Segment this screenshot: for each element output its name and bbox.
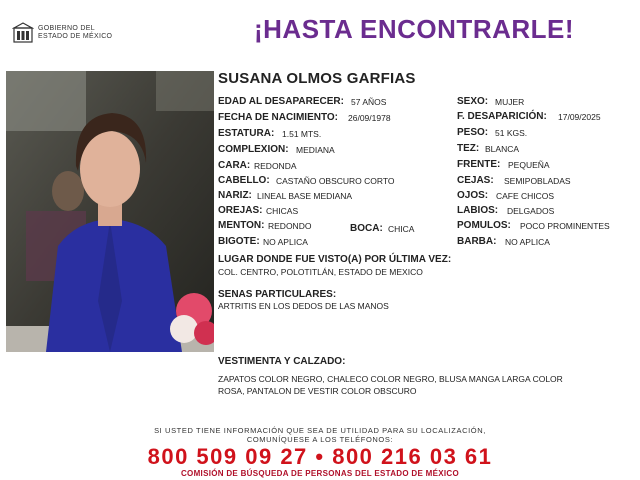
state-emblem-icon — [12, 22, 34, 44]
label-hair: CABELLO: — [218, 175, 270, 186]
missing-person-photo — [6, 71, 214, 352]
value-face: REDONDA — [254, 161, 297, 171]
logo-line-2: ESTADO DE MÉXICO — [38, 33, 113, 40]
value-mustache: NO APLICA — [263, 237, 308, 247]
features-value: ARTRITIS EN LOS DEDOS DE LAS MANOS — [218, 301, 389, 311]
clothing-line-2: ROSA, PANTALON DE VESTIR COLOR OBSCURO — [218, 386, 417, 396]
value-lips: DELGADOS — [507, 206, 555, 216]
label-chin: MENTON: — [218, 220, 265, 231]
label-cheekbones: POMULOS: — [457, 220, 511, 231]
location-value: COL. CENTRO, POLOTITLÁN, ESTADO DE MEXICO — [218, 267, 423, 277]
clothing-header: VESTIMENTA Y CALZADO: — [218, 356, 346, 367]
value-birth-date: 26/09/1978 — [348, 113, 391, 123]
label-weight: PESO: — [457, 127, 489, 138]
label-eyes: OJOS: — [457, 190, 489, 201]
label-age: EDAD AL DESAPARECER: — [218, 96, 344, 107]
clothing-line-1: ZAPATOS COLOR NEGRO, CHALECO COLOR NEGRO, BLUSA MANGA LARGA COLOR — [218, 374, 563, 384]
label-sex: SEXO: — [457, 96, 489, 107]
value-eyes: CAFE CHICOS — [496, 191, 555, 201]
contact-info-line-1: SI USTED TIENE INFORMACIÓN QUE SEA DE UTILIDAD PARA SU LOCALIZACIÓN, — [154, 426, 486, 435]
label-eyebrows: CEJAS: — [457, 175, 494, 186]
label-face: CARA: — [218, 160, 251, 171]
value-hair: CASTAÑO OBSCURO CORTO — [276, 176, 395, 186]
value-chin: REDONDO — [268, 221, 312, 231]
value-build: MEDIANA — [296, 145, 335, 155]
value-nose: LINEAL BASE MEDIANA — [257, 191, 353, 201]
person-name: SUSANA OLMOS GARFIAS — [218, 70, 416, 87]
location-header: LUGAR DONDE FUE VISTO(A) POR ÚLTIMA VEZ: — [218, 254, 452, 265]
commission-name: COMISIÓN DE BÚSQUEDA DE PERSONAS DEL ESTADO DE MÉXICO — [180, 469, 459, 478]
label-height: ESTATURA: — [218, 128, 275, 139]
headline: ¡HASTA ENCONTRARLE! — [254, 14, 575, 44]
label-forehead: FRENTE: — [457, 159, 501, 170]
value-weight: 51 KGS. — [495, 128, 528, 138]
government-logo — [12, 22, 122, 44]
value-height: 1.51 MTS. — [282, 129, 322, 139]
value-beard: NO APLICA — [505, 237, 550, 247]
value-age: 57 AÑOS — [351, 97, 387, 107]
value-cheekbones: POCO PROMINENTES — [520, 221, 610, 231]
value-disappearance-date: 17/09/2025 — [558, 112, 601, 122]
contact-info-line-2: COMUNÍQUESE A LOS TELÉFONOS: — [246, 435, 394, 444]
value-mouth: CHICA — [388, 224, 415, 234]
features-header: SENAS PARTICULARES: — [218, 289, 337, 300]
logo-line-1: GOBIERNO DEL — [38, 25, 95, 32]
value-sex: MUJER — [495, 97, 525, 107]
label-beard: BARBA: — [457, 236, 497, 247]
label-disappearance-date: F. DESAPARICIÓN: — [457, 111, 547, 122]
value-eyebrows: SEMIPOBLADAS — [504, 176, 571, 186]
value-ears: CHICAS — [266, 206, 299, 216]
label-ears: OREJAS: — [218, 205, 263, 216]
phone-numbers[interactable]: 800 509 09 27 • 800 216 03 61 — [147, 444, 493, 469]
label-mustache: BIGOTE: — [218, 236, 260, 247]
label-build: COMPLEXION: — [218, 144, 289, 155]
value-skin: BLANCA — [485, 144, 520, 154]
logo-text — [38, 25, 112, 41]
label-skin: TEZ: — [457, 143, 480, 154]
value-forehead: PEQUEÑA — [508, 160, 550, 170]
label-lips: LABIOS: — [457, 205, 499, 216]
label-nose: NARIZ: — [218, 190, 252, 201]
portrait-illustration — [6, 71, 214, 352]
label-mouth: BOCA: — [350, 223, 383, 234]
label-birth-date: FECHA DE NACIMIENTO: — [218, 112, 338, 123]
